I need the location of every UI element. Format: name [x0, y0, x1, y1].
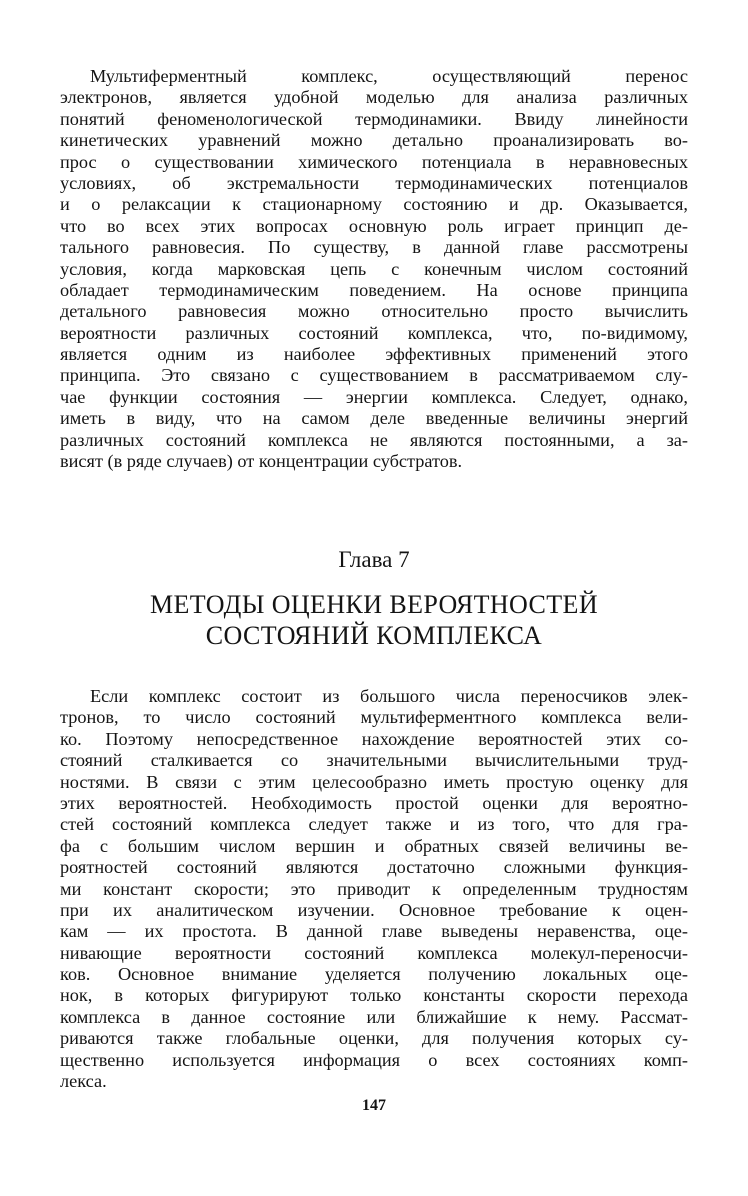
text-line: прос о существовании химического потенциала в неравновесных — [60, 151, 688, 172]
text-line: электронов, является удобной моделью для анализа различных — [60, 87, 688, 108]
text-line: кинетических уравнений можно детально проанализировать во- — [60, 130, 688, 151]
text-line: фа с большим числом вершин и обратных связей величины ве- — [60, 835, 688, 856]
text-line: висят (в ряде случаев) от концентрации субстратов. — [60, 451, 463, 472]
text-line: ми констант скорости; это приводит к определенным трудностям — [60, 878, 688, 899]
text-line: вероятности различных состояний комплекса, что, по-видимому, — [60, 322, 688, 343]
page-number: 147 — [362, 1097, 386, 1114]
text-line: принципа. Это связано с существованием в рассматриваемом слу- — [60, 365, 688, 386]
text-line: условия, когда марковская цепь с конечным числом состояний — [60, 258, 688, 279]
chapter-label: Глава 7 — [338, 547, 410, 572]
chapter-title — [60, 589, 688, 651]
text-line: риваются также глобальные оценки, для получения которых су- — [60, 1028, 688, 1049]
text-line: лекса. — [60, 1071, 107, 1092]
text-line: нивающие вероятности состояний комплекса молекул-переносчи- — [60, 942, 688, 963]
chapter-title-line: МЕТОДЫ ОЦЕНКИ ВЕРОЯТНОСТЕЙ — [149, 590, 599, 619]
text-line: роятностей состояний являются достаточно сложными функция- — [60, 857, 688, 878]
text-line: детального равновесия можно относительно просто вычислить — [60, 301, 688, 322]
text-line: различных состояний комплекса не являются постоянными, а за- — [60, 429, 688, 450]
text-line: условиях, об экстремальности термодинамических потенциалов — [60, 172, 688, 193]
text-line: является одним из наиболее эффективных применений этого — [60, 344, 688, 365]
text-line: тронов, то число состояний мультиферментного комплекса вели- — [60, 707, 688, 728]
chapter-title-line: СОСТОЯНИЙ КОМПЛЕКСА — [205, 621, 543, 650]
text-line: ков. Основное внимание уделяется получению локальных оце- — [60, 964, 688, 985]
text-line: Мультиферментный комплекс, осуществляющий перенос — [90, 66, 688, 86]
text-line: ко. Поэтому непосредственное нахождение вероятностей этих со- — [60, 728, 688, 749]
text-line: тального равновесия. По существу, в данной главе рассмотрены — [60, 237, 688, 258]
text-line: кам — их простота. В данной главе выведены неравенства, оце- — [60, 921, 688, 942]
text-line: комплекса в данное состояние или ближайшие к нему. Рассмат- — [60, 1006, 688, 1027]
paragraph-chapter-body — [60, 686, 688, 1092]
text-line: при их аналитическом изучении. Основное требование к оцен- — [60, 899, 688, 920]
text-line: обладает термодинамическим поведением. На основе принципа — [60, 279, 688, 300]
text-line: этих вероятностей. Необходимость простой оценки для вероятно- — [60, 792, 688, 813]
text-line: Если комплекс состоит из большого числа переносчиков элек- — [90, 686, 688, 706]
text-line: что во всех этих вопросах основную роль играет принцип де- — [60, 215, 688, 236]
text-line: стей состояний комплекса следует также и из того, что для гра- — [60, 814, 688, 835]
paragraph-intro — [60, 66, 688, 472]
text-line: нок, в которых фигурируют только константы скорости перехода — [60, 985, 688, 1006]
text-line: и о релаксации к стационарному состоянию и др. Оказывается, — [60, 194, 688, 215]
text-line: стояний сталкивается со значительными вычислительными труд- — [60, 750, 688, 771]
text-line: иметь в виду, что на самом деле введенные величины энергий — [60, 408, 688, 429]
book-page — [60, 0, 688, 1196]
text-line: щественно используется информация о всех состояниях комп- — [60, 1049, 688, 1070]
text-line: понятий феноменологической термодинамики. Ввиду линейности — [60, 108, 688, 129]
text-line: чае функции состояния — энергии комплекса. Следует, однако, — [60, 386, 688, 407]
text-line: ностями. В связи с этим целесообразно иметь простую оценку для — [60, 771, 688, 792]
